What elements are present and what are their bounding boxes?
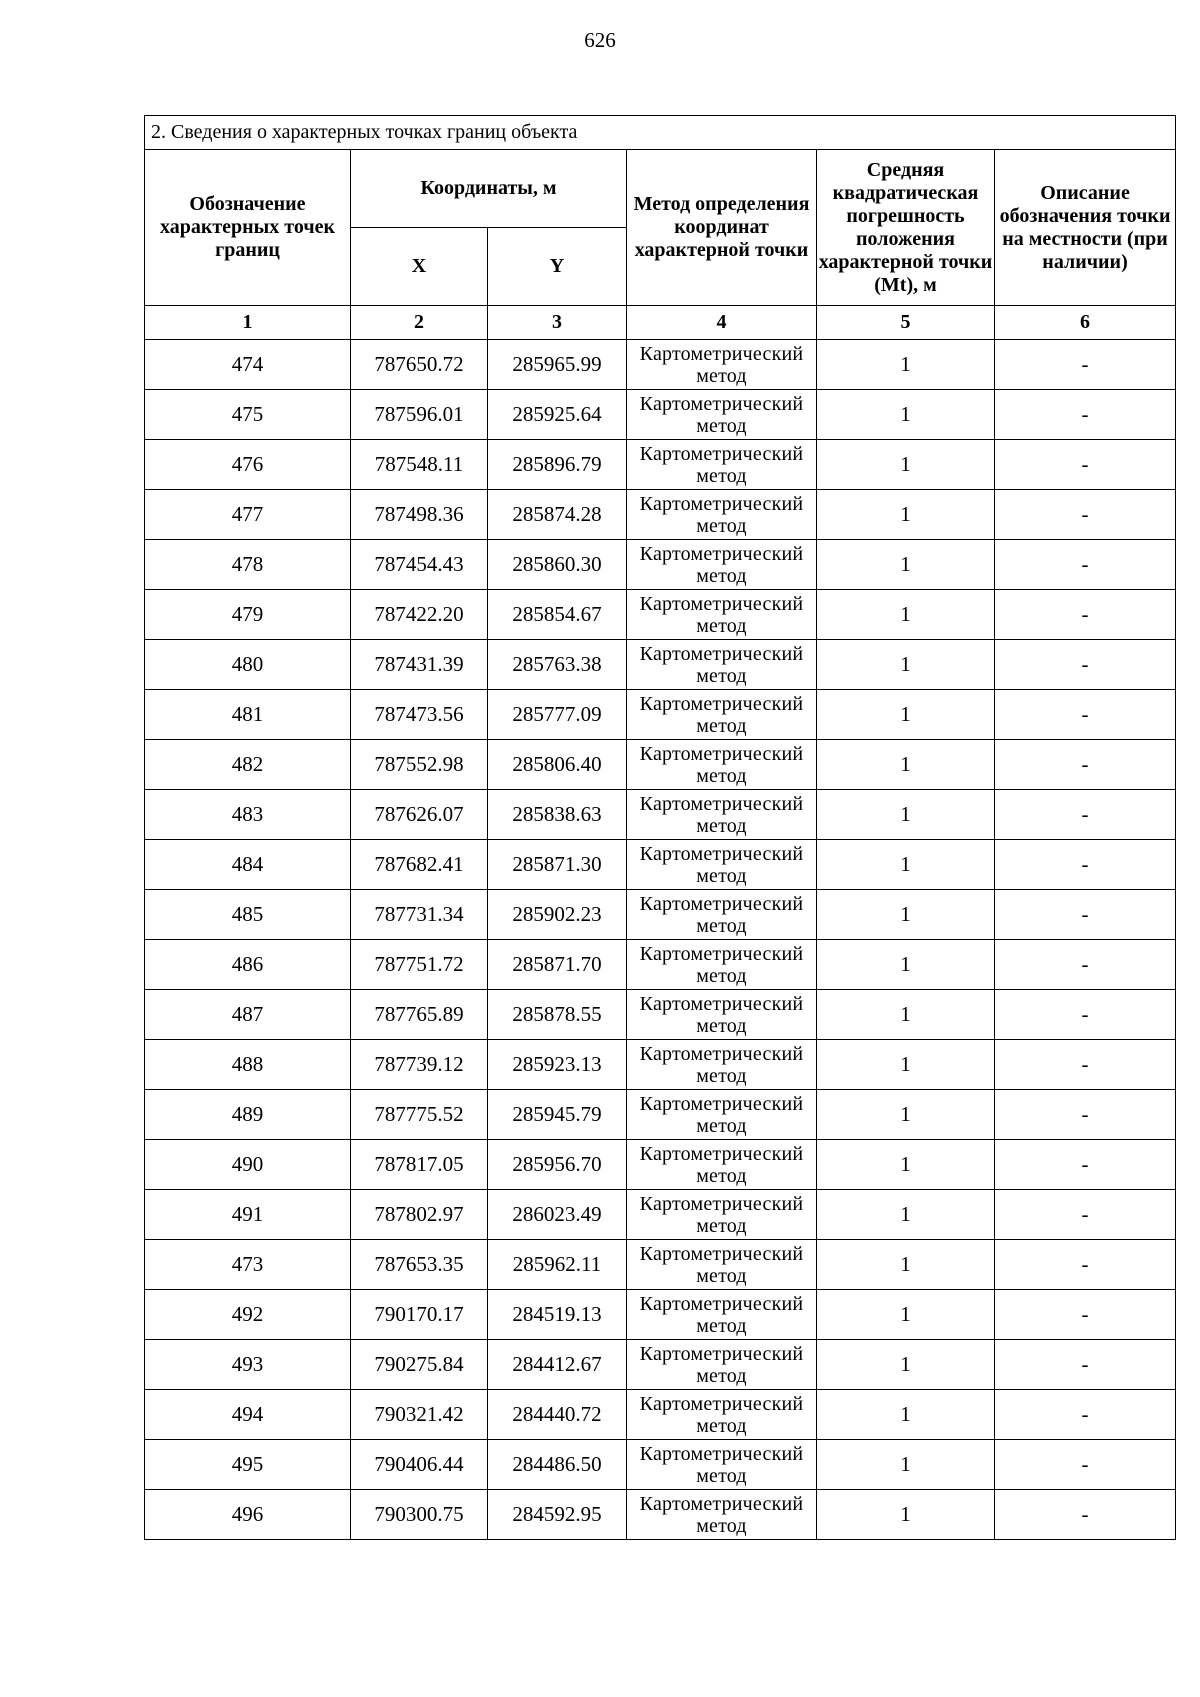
- point-id-cell: 492: [145, 1290, 351, 1340]
- x-coordinate-cell: 787653.35: [351, 1240, 488, 1290]
- point-id-cell: 480: [145, 640, 351, 690]
- method-cell: [627, 1290, 817, 1340]
- error-cell: 1: [817, 1490, 995, 1540]
- point-id-cell: 487: [145, 990, 351, 1040]
- point-id-cell: 489: [145, 1090, 351, 1140]
- table-row: [145, 1340, 1176, 1390]
- point-id-cell: 490: [145, 1140, 351, 1190]
- method-cell: [627, 340, 817, 390]
- table-row: [145, 490, 1176, 540]
- table-row: [145, 390, 1176, 440]
- error-cell: 1: [817, 340, 995, 390]
- x-coordinate-cell: 787552.98: [351, 740, 488, 790]
- method-cell: [627, 1190, 817, 1240]
- method-text-line2: метод: [696, 1214, 747, 1237]
- method-text-line1: Картометрический: [639, 342, 804, 365]
- method-cell: [627, 590, 817, 640]
- x-coordinate-cell: 787817.05: [351, 1140, 488, 1190]
- y-coordinate-cell: 285902.23: [488, 890, 627, 940]
- error-cell: 1: [817, 690, 995, 740]
- x-coordinate-cell: 787498.36: [351, 490, 488, 540]
- table-row: [145, 1140, 1176, 1190]
- method-cell: [627, 840, 817, 890]
- y-coordinate-cell: 285854.67: [488, 590, 627, 640]
- x-coordinate-cell: 787739.12: [351, 1040, 488, 1090]
- method-text-line2: метод: [696, 1414, 747, 1437]
- x-coordinate-cell: 787626.07: [351, 790, 488, 840]
- column-number: 6: [995, 306, 1176, 340]
- method-text-line2: метод: [696, 364, 747, 387]
- method-text-line2: метод: [696, 964, 747, 987]
- description-cell: -: [995, 1040, 1176, 1090]
- error-cell: 1: [817, 890, 995, 940]
- error-cell: 1: [817, 1390, 995, 1440]
- method-text-line1: Картометрический: [639, 1192, 804, 1215]
- header-y: Y: [488, 228, 627, 306]
- table-row: [145, 890, 1176, 940]
- method-cell: [627, 1240, 817, 1290]
- method-text-line1: Картометрический: [639, 992, 804, 1015]
- method-text-line1: Картометрический: [639, 692, 804, 715]
- method-text-line1: Картометрический: [639, 1242, 804, 1265]
- description-cell: -: [995, 540, 1176, 590]
- error-cell: 1: [817, 990, 995, 1040]
- error-cell: 1: [817, 840, 995, 890]
- method-cell: [627, 740, 817, 790]
- y-coordinate-cell: 284592.95: [488, 1490, 627, 1540]
- y-coordinate-cell: 285878.55: [488, 990, 627, 1040]
- x-coordinate-cell: 787731.34: [351, 890, 488, 940]
- point-id-cell: 486: [145, 940, 351, 990]
- y-coordinate-cell: 285965.99: [488, 340, 627, 390]
- method-text-line1: Картометрический: [639, 742, 804, 765]
- description-cell: -: [995, 1340, 1176, 1390]
- method-text-line2: метод: [696, 914, 747, 937]
- header-designation: Обозначение характерных точек границ: [145, 150, 351, 306]
- error-cell: 1: [817, 590, 995, 640]
- method-text-line2: метод: [696, 1364, 747, 1387]
- method-text-line1: Картометрический: [639, 1042, 804, 1065]
- point-id-cell: 491: [145, 1190, 351, 1240]
- y-coordinate-cell: 285925.64: [488, 390, 627, 440]
- method-text-line2: метод: [696, 414, 747, 437]
- x-coordinate-cell: 787548.11: [351, 440, 488, 490]
- point-id-cell: 476: [145, 440, 351, 490]
- y-coordinate-cell: 284440.72: [488, 1390, 627, 1440]
- error-cell: 1: [817, 640, 995, 690]
- table-row: [145, 1390, 1176, 1440]
- method-text-line1: Картометрический: [639, 1142, 804, 1165]
- method-text-line2: метод: [696, 564, 747, 587]
- error-cell: 1: [817, 1240, 995, 1290]
- description-cell: -: [995, 990, 1176, 1040]
- point-id-cell: 482: [145, 740, 351, 790]
- table-row: [145, 990, 1176, 1040]
- point-id-cell: 475: [145, 390, 351, 440]
- x-coordinate-cell: 790170.17: [351, 1290, 488, 1340]
- method-cell: [627, 540, 817, 590]
- x-coordinate-cell: 787682.41: [351, 840, 488, 890]
- method-text-line2: метод: [696, 1014, 747, 1037]
- error-cell: 1: [817, 740, 995, 790]
- x-coordinate-cell: 787650.72: [351, 340, 488, 390]
- header-x: X: [351, 228, 488, 306]
- caption-row: [145, 116, 1176, 150]
- method-cell: [627, 890, 817, 940]
- method-text-line1: Картометрический: [639, 442, 804, 465]
- table-row: [145, 340, 1176, 390]
- description-cell: -: [995, 340, 1176, 390]
- description-cell: -: [995, 1490, 1176, 1540]
- table-body: [145, 340, 1176, 1540]
- method-text-line1: Картометрический: [639, 1092, 804, 1115]
- method-text-line2: метод: [696, 1314, 747, 1337]
- method-text-line2: метод: [696, 664, 747, 687]
- method-cell: [627, 490, 817, 540]
- method-text-line2: метод: [696, 714, 747, 737]
- method-text-line2: метод: [696, 1264, 747, 1287]
- error-cell: 1: [817, 1190, 995, 1240]
- column-number: 1: [145, 306, 351, 340]
- error-cell: 1: [817, 540, 995, 590]
- method-text-line2: метод: [696, 764, 747, 787]
- error-cell: 1: [817, 1290, 995, 1340]
- header-coordinates: Координаты, м: [351, 150, 627, 228]
- y-coordinate-cell: 285945.79: [488, 1090, 627, 1140]
- error-cell: 1: [817, 790, 995, 840]
- point-id-cell: 483: [145, 790, 351, 840]
- table-row: [145, 1090, 1176, 1140]
- x-coordinate-cell: 787473.56: [351, 690, 488, 740]
- point-id-cell: 495: [145, 1440, 351, 1490]
- point-id-cell: 484: [145, 840, 351, 890]
- table-row: [145, 540, 1176, 590]
- x-coordinate-cell: 787431.39: [351, 640, 488, 690]
- header-error: Средняя квадратическая погрешность положения характерной точки (Mt), м: [817, 150, 995, 306]
- method-cell: [627, 690, 817, 740]
- x-coordinate-cell: 790275.84: [351, 1340, 488, 1390]
- x-coordinate-cell: 790321.42: [351, 1390, 488, 1440]
- x-coordinate-cell: 787422.20: [351, 590, 488, 640]
- method-cell: [627, 1040, 817, 1090]
- description-cell: -: [995, 1290, 1176, 1340]
- point-id-cell: 485: [145, 890, 351, 940]
- y-coordinate-cell: 285923.13: [488, 1040, 627, 1090]
- header-method: Метод определения координат характерной точки: [627, 150, 817, 306]
- description-cell: -: [995, 690, 1176, 740]
- point-id-cell: 478: [145, 540, 351, 590]
- y-coordinate-cell: 285871.30: [488, 840, 627, 890]
- method-text-line1: Картометрический: [639, 892, 804, 915]
- x-coordinate-cell: 787765.89: [351, 990, 488, 1040]
- y-coordinate-cell: 284486.50: [488, 1440, 627, 1490]
- point-id-cell: 494: [145, 1390, 351, 1440]
- header-description: Описание обозначения точки на местности (при наличии): [995, 150, 1176, 306]
- method-text-line2: метод: [696, 1464, 747, 1487]
- description-cell: -: [995, 1140, 1176, 1190]
- boundary-points-table: [144, 115, 1176, 1540]
- column-number: 4: [627, 306, 817, 340]
- point-id-cell: 479: [145, 590, 351, 640]
- description-cell: -: [995, 740, 1176, 790]
- error-cell: 1: [817, 490, 995, 540]
- page-number: 626: [584, 28, 616, 52]
- method-text-line2: метод: [696, 1064, 747, 1087]
- method-text-line2: метод: [696, 514, 747, 537]
- method-text-line2: метод: [696, 614, 747, 637]
- method-text-line2: метод: [696, 814, 747, 837]
- x-coordinate-cell: 787454.43: [351, 540, 488, 590]
- description-cell: -: [995, 1240, 1176, 1290]
- table-row: [145, 690, 1176, 740]
- method-cell: [627, 640, 817, 690]
- x-coordinate-cell: 787802.97: [351, 1190, 488, 1240]
- method-text-line1: Картометрический: [639, 792, 804, 815]
- point-id-cell: 473: [145, 1240, 351, 1290]
- column-number-row: [145, 306, 1176, 340]
- table-row: [145, 840, 1176, 890]
- method-text-line1: Картометрический: [639, 392, 804, 415]
- error-cell: 1: [817, 440, 995, 490]
- description-cell: -: [995, 840, 1176, 890]
- description-cell: -: [995, 590, 1176, 640]
- description-cell: -: [995, 1390, 1176, 1440]
- method-cell: [627, 940, 817, 990]
- point-id-cell: 477: [145, 490, 351, 540]
- table-row: [145, 1440, 1176, 1490]
- method-cell: [627, 1490, 817, 1540]
- method-text-line1: Картометрический: [639, 942, 804, 965]
- description-cell: -: [995, 1090, 1176, 1140]
- description-cell: -: [995, 790, 1176, 840]
- method-text-line2: метод: [696, 464, 747, 487]
- table-head: [145, 116, 1176, 340]
- description-cell: -: [995, 890, 1176, 940]
- method-text-line1: Картометрический: [639, 542, 804, 565]
- description-cell: -: [995, 440, 1176, 490]
- method-text-line1: Картометрический: [639, 1342, 804, 1365]
- error-cell: 1: [817, 390, 995, 440]
- point-id-cell: 488: [145, 1040, 351, 1090]
- y-coordinate-cell: 285871.70: [488, 940, 627, 990]
- method-text-line1: Картометрический: [639, 592, 804, 615]
- error-cell: 1: [817, 1090, 995, 1140]
- x-coordinate-cell: 790406.44: [351, 1440, 488, 1490]
- table-row: [145, 790, 1176, 840]
- error-cell: 1: [817, 940, 995, 990]
- method-text-line2: метод: [696, 1114, 747, 1137]
- description-cell: -: [995, 390, 1176, 440]
- table-caption: 2. Сведения о характерных точках границ объекта: [145, 116, 1176, 150]
- column-number: 2: [351, 306, 488, 340]
- method-text-line1: Картометрический: [639, 1292, 804, 1315]
- point-id-cell: 474: [145, 340, 351, 390]
- method-text-line1: Картометрический: [639, 1442, 804, 1465]
- table-row: [145, 1290, 1176, 1340]
- method-cell: [627, 440, 817, 490]
- y-coordinate-cell: 285962.11: [488, 1240, 627, 1290]
- y-coordinate-cell: 285763.38: [488, 640, 627, 690]
- x-coordinate-cell: 787751.72: [351, 940, 488, 990]
- y-coordinate-cell: 285874.28: [488, 490, 627, 540]
- method-cell: [627, 1140, 817, 1190]
- description-cell: -: [995, 940, 1176, 990]
- method-text-line1: Картометрический: [639, 1492, 804, 1515]
- table-row: [145, 1240, 1176, 1290]
- y-coordinate-cell: 285860.30: [488, 540, 627, 590]
- description-cell: -: [995, 490, 1176, 540]
- y-coordinate-cell: 285956.70: [488, 1140, 627, 1190]
- table-row: [145, 590, 1176, 640]
- method-text-line1: Картометрический: [639, 492, 804, 515]
- error-cell: 1: [817, 1440, 995, 1490]
- description-cell: -: [995, 1440, 1176, 1490]
- method-cell: [627, 990, 817, 1040]
- method-cell: [627, 1090, 817, 1140]
- y-coordinate-cell: 285777.09: [488, 690, 627, 740]
- y-coordinate-cell: 284519.13: [488, 1290, 627, 1340]
- point-id-cell: 481: [145, 690, 351, 740]
- table-row: [145, 440, 1176, 490]
- method-cell: [627, 1390, 817, 1440]
- y-coordinate-cell: 285896.79: [488, 440, 627, 490]
- method-cell: [627, 1340, 817, 1390]
- column-number: 3: [488, 306, 627, 340]
- table-row: [145, 940, 1176, 990]
- x-coordinate-cell: 787596.01: [351, 390, 488, 440]
- table-row: [145, 1190, 1176, 1240]
- x-coordinate-cell: 787775.52: [351, 1090, 488, 1140]
- error-cell: 1: [817, 1140, 995, 1190]
- error-cell: 1: [817, 1040, 995, 1090]
- method-cell: [627, 790, 817, 840]
- table-row: [145, 740, 1176, 790]
- y-coordinate-cell: 286023.49: [488, 1190, 627, 1240]
- y-coordinate-cell: 285838.63: [488, 790, 627, 840]
- method-text-line1: Картометрический: [639, 842, 804, 865]
- point-id-cell: 493: [145, 1340, 351, 1390]
- method-text-line1: Картометрический: [639, 642, 804, 665]
- method-text-line2: метод: [696, 1514, 747, 1537]
- point-id-cell: 496: [145, 1490, 351, 1540]
- description-cell: -: [995, 1190, 1176, 1240]
- table-row: [145, 1490, 1176, 1540]
- method-text-line1: Картометрический: [639, 1392, 804, 1415]
- x-coordinate-cell: 790300.75: [351, 1490, 488, 1540]
- table-row: [145, 1040, 1176, 1090]
- method-cell: [627, 390, 817, 440]
- error-cell: 1: [817, 1340, 995, 1390]
- column-number: 5: [817, 306, 995, 340]
- method-text-line2: метод: [696, 1164, 747, 1187]
- header-row-top: [145, 150, 1176, 228]
- method-cell: [627, 1440, 817, 1490]
- method-text-line2: метод: [696, 864, 747, 887]
- description-cell: -: [995, 640, 1176, 690]
- y-coordinate-cell: 284412.67: [488, 1340, 627, 1390]
- y-coordinate-cell: 285806.40: [488, 740, 627, 790]
- table-row: [145, 640, 1176, 690]
